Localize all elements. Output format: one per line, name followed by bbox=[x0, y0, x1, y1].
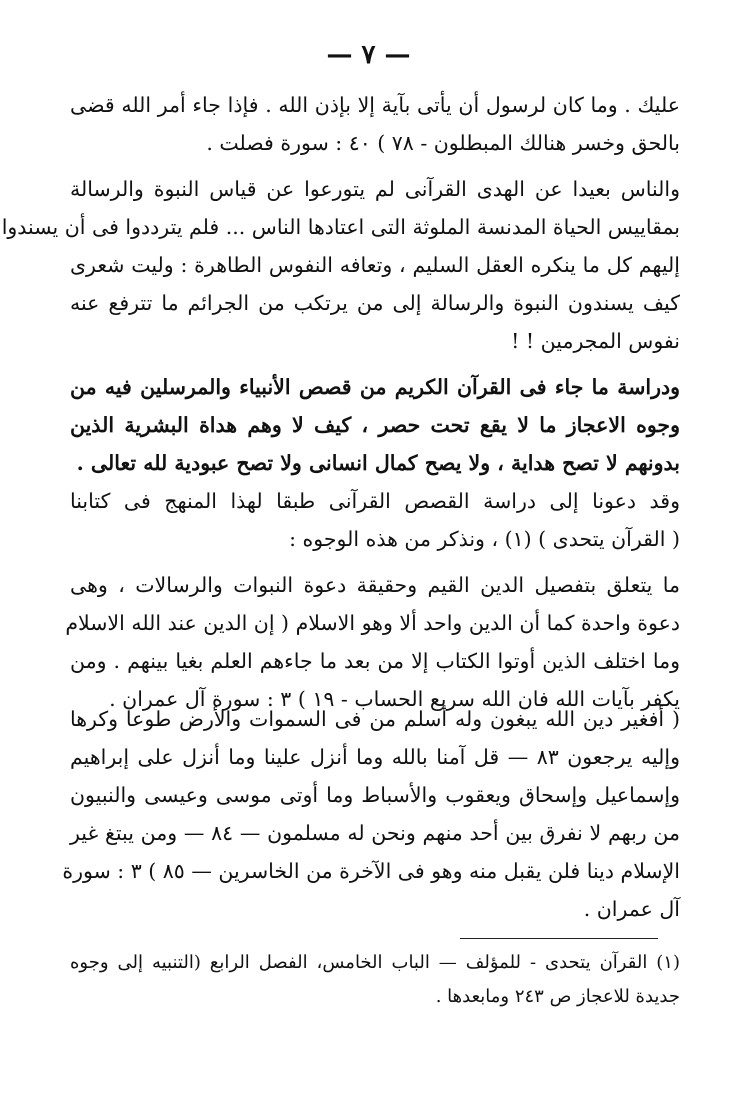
text-line: وجوه الاعجاز ما لا يقع تحت حصر ، كيف لا وهم هداة البشرية الذين bbox=[70, 413, 680, 437]
paragraph-religion-details bbox=[65, 566, 680, 718]
footnote-divider bbox=[460, 938, 658, 939]
text-line: والناس بعيدا عن الهدى القرآنى لم يتورعوا عن قياس النبوة والرسالة bbox=[70, 177, 680, 201]
footnote-line: جديدة للاعجاز ص ٢٤٣ ومابعدها . bbox=[435, 986, 680, 1007]
text-line: بدونهم لا تصح هداية ، ولا يصح كمال انسانى ولا تصح عبودية لله تعالى . bbox=[76, 451, 680, 475]
text-line: بمقاييس الحياة المدنسة الملوثة التى اعتادها الناس ... فلم يترددوا فى أن يسندوا bbox=[1, 215, 680, 239]
paragraph-study-stories bbox=[70, 368, 680, 482]
text-line: ودراسة ما جاء فى القرآن الكريم من قصص الأنبياء والمرسلين فيه من bbox=[70, 375, 680, 399]
text-line: وإليه يرجعون ٨٣ — قل آمنا بالله وما أنزل علينا وما أنزل على إبراهيم bbox=[70, 745, 680, 769]
text-line: من ربهم لا نفرق بين أحد منهم ونحن له مسلمون — ٨٤ — ومن يبتغ غير bbox=[70, 821, 680, 845]
text-line: إليهم كل ما ينكره العقل السليم ، وتعافه النفوس الطاهرة : وليت شعرى bbox=[70, 253, 680, 277]
text-line: ( أفغير دين الله يبغون وله أسلم من فى السموات والأرض طوعا وكرها bbox=[70, 707, 680, 731]
paragraph-our-call bbox=[70, 482, 680, 558]
text-line: ما يتعلق بتفصيل الدين القيم وحقيقة دعوة النبوات والرسالات ، وهى bbox=[70, 573, 680, 597]
paragraph-quran-al-imran bbox=[62, 700, 680, 928]
page-number: — ٧ — bbox=[326, 40, 411, 70]
text-line: يكفر بآيات الله فان الله سريع الحساب - ١٩ ) ٣ : سورة آل عمران . bbox=[109, 687, 680, 711]
text-line: آل عمران . bbox=[583, 897, 680, 921]
text-line: نفوس المجرمين ! ! bbox=[511, 329, 680, 353]
paragraph-quran-fussilat bbox=[70, 86, 680, 162]
text-line: ( القرآن يتحدى ) (١) ، ونذكر من هذه الوجوه : bbox=[289, 527, 680, 551]
footnote bbox=[70, 946, 680, 1014]
text-line: الإسلام دينا فلن يقبل منه وهو فى الآخرة من الخاسرين — ٨٥ ) ٣ : سورة bbox=[62, 859, 680, 883]
text-line: وقد دعونا إلى دراسة القصص القرآنى طبقا لهذا المنهج فى كتابنا bbox=[70, 489, 680, 513]
text-line: كيف يسندون النبوة والرسالة إلى من يرتكب من الجرائم ما تترفع عنه bbox=[70, 291, 680, 315]
text-line: عليك . وما كان لرسول أن يأتى بآية إلا بإذن الله . فإذا جاء أمر الله قضى bbox=[70, 93, 680, 117]
text-line: دعوة واحدة كما أن الدين واحد ألا وهو الاسلام ( إن الدين عند الله الاسلام bbox=[65, 611, 680, 635]
text-line: بالحق وخسر هنالك المبطلون - ٧٨ ) ٤٠ : سورة فصلت . bbox=[206, 131, 680, 155]
footnote-line: (١) القرآن يتحدى - للمؤلف — الباب الخامس، الفصل الرابع (التنبيه إلى وجوه bbox=[70, 952, 680, 973]
paragraph-people-prophecy bbox=[1, 170, 680, 360]
text-line: وإسماعيل وإسحاق ويعقوب والأسباط وما أوتى موسى وعيسى والنبيون bbox=[70, 783, 680, 807]
text-line: وما اختلف الذين أوتوا الكتاب إلا من بعد ما جاءهم العلم بغيا بينهم . ومن bbox=[70, 649, 680, 673]
